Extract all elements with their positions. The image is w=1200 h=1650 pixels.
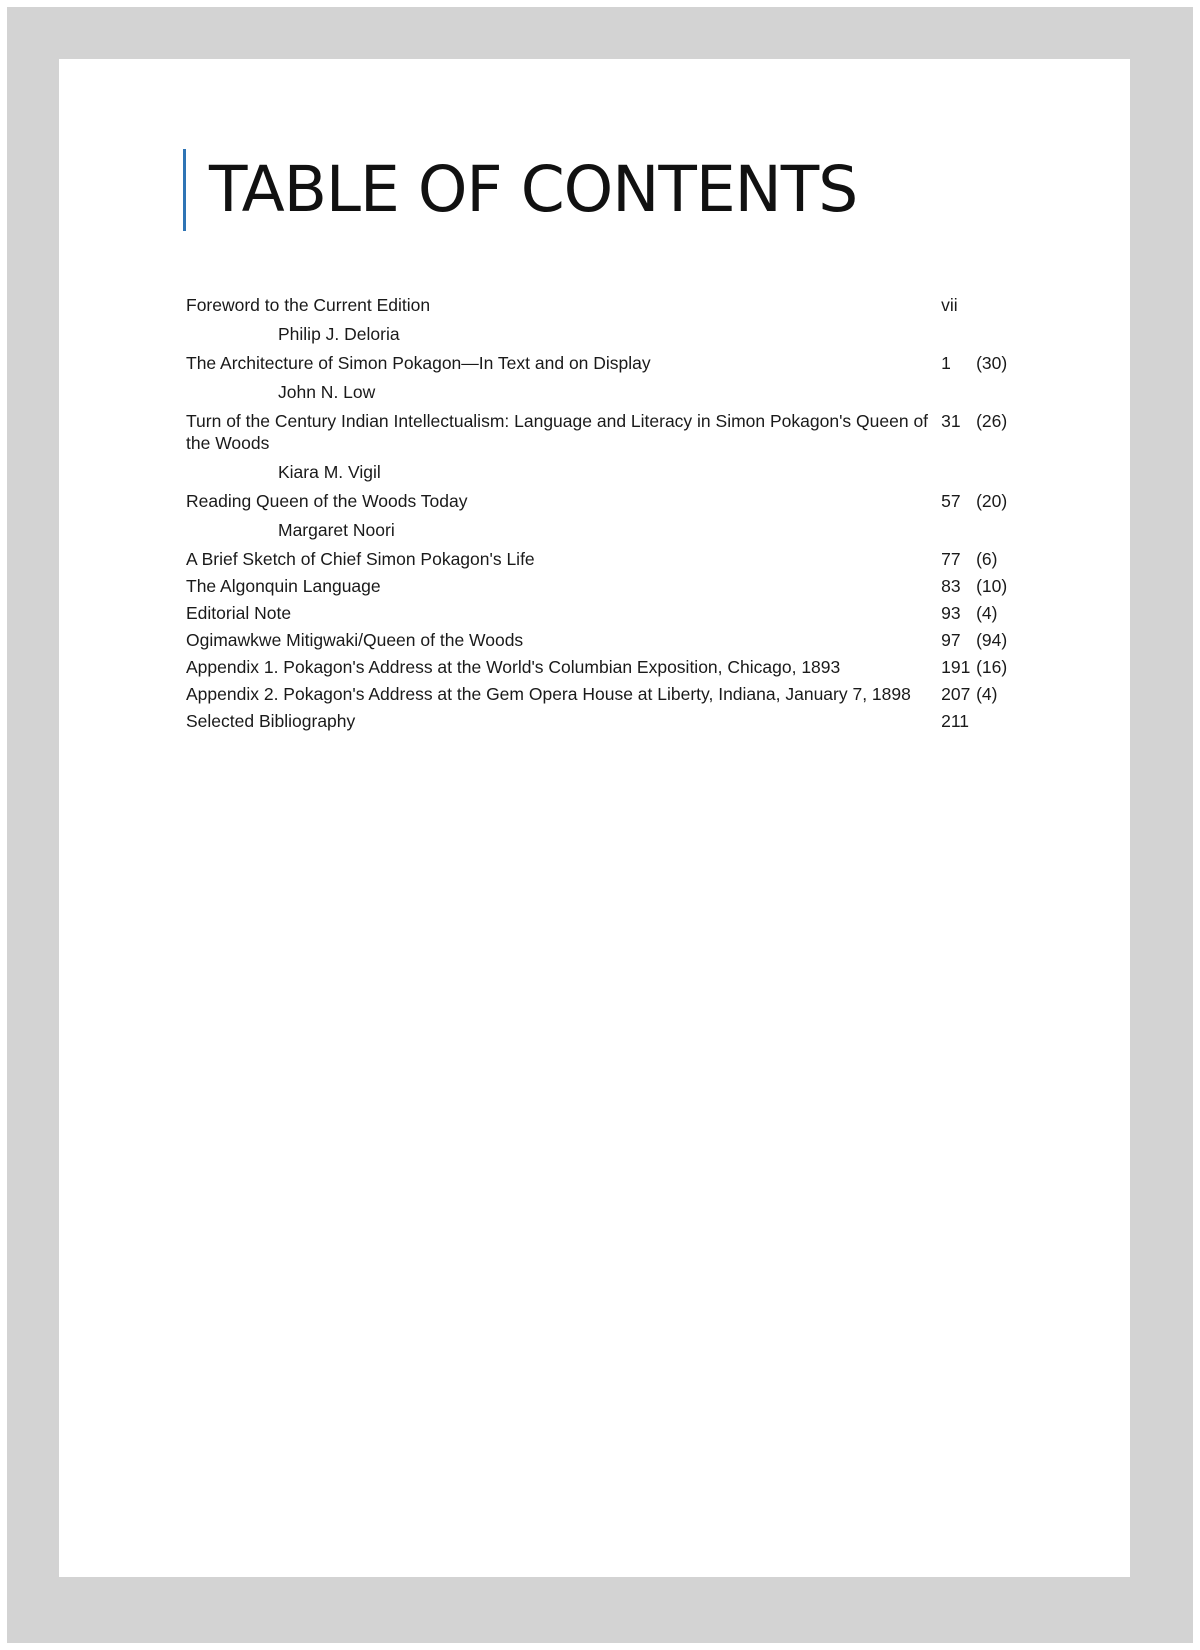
toc-entry-page: vii — [941, 295, 958, 315]
toc-entry — [186, 575, 1026, 597]
toc-entry-title: Editorial Note — [186, 603, 292, 623]
toc-entry-length: (6) — [976, 549, 998, 569]
toc-list — [186, 294, 1026, 732]
toc-entry-page: 77 — [941, 549, 961, 569]
toc-entry-title: Selected Bibliography — [186, 711, 356, 731]
toc-entry — [186, 656, 1026, 678]
toc-entry — [186, 710, 1026, 732]
toc-entry-page: 31 — [941, 411, 961, 431]
toc-entry-title: The Architecture of Simon Pokagon—In Text and on Display — [186, 353, 651, 373]
toc-entry-title: Ogimawkwe Mitigwaki/Queen of the Woods — [186, 630, 524, 650]
toc-entry-length: (16) — [976, 657, 1008, 677]
toc-entry — [186, 294, 1026, 316]
toc-entry-page: 191 — [941, 657, 971, 677]
toc-entry-author: Margaret Noori — [278, 520, 395, 540]
toc-entry-author: John N. Low — [278, 382, 376, 402]
toc-entry-title: Foreword to the Current Edition — [186, 295, 431, 315]
toc-entry-title: Reading Queen of the Woods Today — [186, 491, 468, 511]
toc-entry — [186, 352, 1026, 374]
toc-entry-title: Turn of the Century Indian Intellectualism: Language and Literacy in Simon Pokagon's Queen of the Woods — [186, 411, 929, 453]
toc-entry — [186, 683, 1026, 705]
toc-entry-title: Appendix 1. Pokagon's Address at the World's Columbian Exposition, Chicago, 1893 — [186, 657, 841, 677]
toc-entry-author: Philip J. Deloria — [278, 324, 400, 344]
toc-entry-length: (20) — [976, 491, 1008, 511]
toc-entry-page: 207 — [941, 684, 971, 704]
toc-entry-page: 93 — [941, 603, 961, 623]
toc-entry-length: (94) — [976, 630, 1008, 650]
toc-entry — [186, 410, 1026, 454]
toc-entry — [186, 629, 1026, 651]
toc-entry-title: A Brief Sketch of Chief Simon Pokagon's Life — [186, 549, 535, 569]
toc-entry-page: 97 — [941, 630, 961, 650]
toc-entry — [186, 548, 1026, 570]
document-page — [59, 59, 1130, 1577]
toc-entry-page: 57 — [941, 491, 961, 511]
heading-block — [183, 149, 857, 231]
toc-entry-title: The Algonquin Language — [186, 576, 381, 596]
toc-entry-page: 1 — [941, 353, 951, 373]
toc-entry-length: (4) — [976, 603, 998, 623]
toc-entry — [186, 602, 1026, 624]
toc-entry-length: (30) — [976, 353, 1008, 373]
toc-entry-page: 83 — [941, 576, 961, 596]
toc-entry-length: (26) — [976, 411, 1008, 431]
toc-entry-length: (10) — [976, 576, 1008, 596]
toc-entry-author: Kiara M. Vigil — [278, 462, 381, 482]
toc-entry — [186, 490, 1026, 512]
toc-entry-length: (4) — [976, 684, 998, 704]
toc-entry-page: 211 — [941, 711, 970, 731]
toc-entry-title: Appendix 2. Pokagon's Address at the Gem Opera House at Liberty, Indiana, January 7, 1898 — [186, 684, 911, 704]
page-title: TABLE OF CONTENTS — [209, 153, 858, 226]
